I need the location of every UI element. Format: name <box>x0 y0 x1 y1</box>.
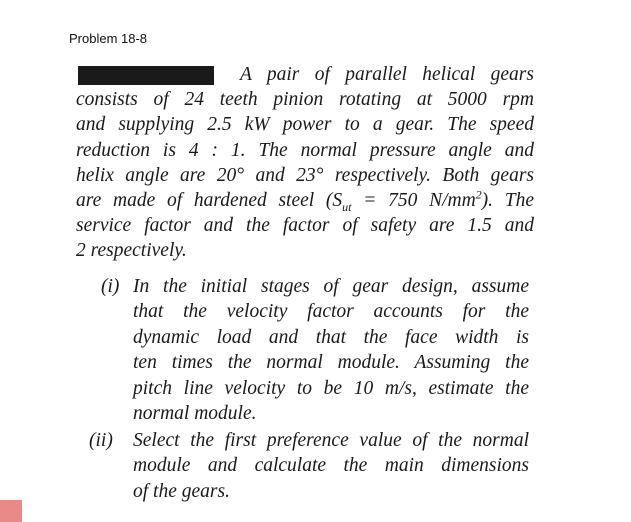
steel-superscript: 2 <box>475 187 482 202</box>
item-line: Select the first preference value of the normal <box>133 430 529 451</box>
item-line: that the velocity factor accounts for the <box>133 301 529 323</box>
statement-line: service factor and the factor of safety are 1.5 and <box>76 215 534 237</box>
item-line: ten times the normal module. Assuming the <box>133 352 529 374</box>
problem-label: Problem 18-8 <box>69 31 148 46</box>
statement-line: 2 respectively. <box>76 240 187 262</box>
item-number: (i) <box>101 276 120 297</box>
steel-text-middle: = 750 N/mm <box>351 190 476 212</box>
item-line: pitch line velocity to be 10 m/s, estimate the <box>133 377 529 399</box>
steel-text-before: are made of hardened steel (S <box>76 190 343 212</box>
steel-subscript: ut <box>342 199 352 214</box>
item-line: normal module. <box>133 403 257 425</box>
statement-line: helix angle are 20° and 23° respectively. Both gears <box>76 164 534 186</box>
item-number: (ii) <box>89 430 113 451</box>
steel-text-after: ). The <box>481 190 535 212</box>
problem-statement <box>76 62 534 264</box>
item-line: dynamic load and that the face width is <box>133 326 529 348</box>
corner-tab <box>0 500 22 522</box>
item-line: of the gears. <box>133 480 230 502</box>
statement-line: A pair of parallel helical gears <box>240 64 534 85</box>
statement-line: consists of 24 teeth pinion rotating at 5000 rpm <box>76 89 534 111</box>
item-text <box>133 274 529 426</box>
statement-line: and supplying 2.5 kW power to a gear. The speed <box>76 114 534 136</box>
statement-line: reduction is 4 : 1. The normal pressure angle and <box>76 139 534 161</box>
item-line: In the initial stages of gear design, assume <box>133 276 529 297</box>
item-text <box>133 428 529 504</box>
item-line: module and calculate the main dimensions <box>133 455 529 477</box>
statement-line-steel <box>76 188 534 213</box>
